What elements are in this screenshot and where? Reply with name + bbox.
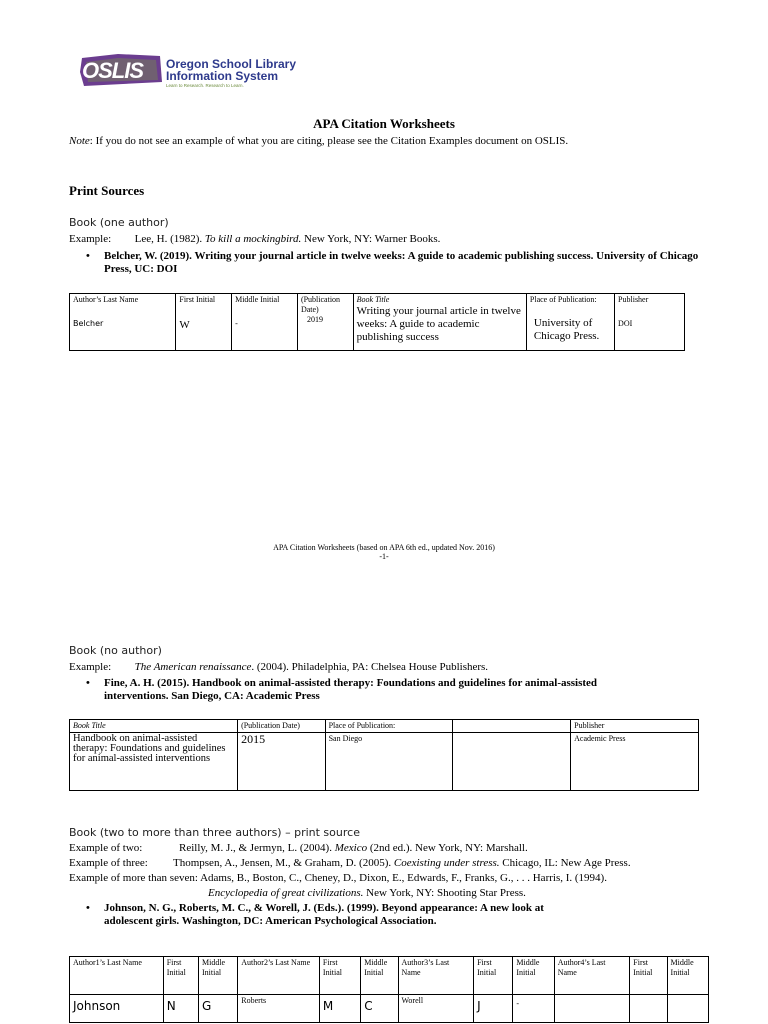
note-label: Note	[69, 135, 90, 147]
table-row	[70, 995, 709, 1023]
table-value	[667, 995, 708, 1023]
table-value: Roberts	[238, 995, 320, 1023]
table-value: M	[319, 995, 360, 1023]
example-label: Example:	[69, 661, 112, 673]
table-row	[70, 957, 709, 995]
example-italic-title: The American renaissance	[134, 661, 252, 673]
example-text: Adams, B., Boston, C., Cheney, D., Dixon, E., Edwards, F., Franks, G., . . . Harris, I. (1994).	[200, 872, 607, 884]
logo-name-line1: Oregon School Library	[166, 57, 297, 71]
example-italic-title: Coexisting under stress.	[393, 857, 500, 869]
table-value: University of Chicago Press.	[533, 317, 600, 342]
list-item	[86, 677, 650, 703]
bullet-text: Fine, A. H. (2015). Handbook on animal-assisted therapy: Foundations and guidelines for animal-assisted interventions. San Diego, CA: Academic Press	[104, 677, 598, 702]
example-text-end: . (2004). Philadelphia, PA: Chelsea House Publishers.	[251, 661, 489, 673]
bullet-dot: •	[86, 250, 90, 262]
bullet-dot: •	[86, 902, 90, 914]
table-header: Middle Initial	[361, 957, 398, 995]
table-value: N	[163, 995, 198, 1023]
table-header: Place of Publication:	[529, 295, 597, 304]
example-one-author	[69, 233, 440, 245]
table-header	[70, 720, 238, 733]
table-value	[554, 995, 630, 1023]
table-header-text: Book Title	[73, 721, 106, 730]
table-header: First Initial	[163, 957, 198, 995]
table-header: Middle Initial	[513, 957, 554, 995]
example-italic-title: To kill a mockingbird.	[204, 233, 302, 245]
table-value: C	[361, 995, 398, 1023]
citation-table-multi-author	[69, 956, 709, 1023]
citation-table-one-author	[69, 293, 685, 351]
table-header: Middle Initial	[198, 957, 237, 995]
note-paragraph	[69, 135, 568, 147]
table-cell	[70, 294, 176, 351]
table-header: (Publication Date)	[300, 295, 341, 314]
example-seven-authors	[69, 872, 607, 884]
example-text-end: New York, NY: Warner Books.	[301, 233, 441, 245]
table-header: Middle Initial	[667, 957, 708, 995]
table-row	[70, 733, 699, 791]
table-row	[70, 720, 699, 733]
page-number: -1-	[379, 552, 389, 561]
bullet-text: Johnson, N. G., Roberts, M. C., & Worell, J. (Eds.). (1999). Beyond appearance: A new look at adolescent girls. Washington, DC: American Psychological Association.	[104, 902, 544, 927]
logo-tagline: Learn to Research. Research to Learn.	[166, 83, 244, 88]
table-header: (Publication Date)	[238, 720, 326, 733]
example-text-end: Chicago, IL: New Age Press.	[499, 857, 631, 869]
table-value: -	[235, 319, 238, 328]
table-cell	[615, 294, 685, 351]
table-value: Belcher	[73, 319, 104, 328]
table-header: Author4’s Last Name	[554, 957, 630, 995]
section-heading-one-author: Book (one author)	[69, 216, 169, 229]
table-header: First Initial	[319, 957, 360, 995]
table-value: Writing your journal article in twelve weeks: A guide to academic publishing success	[356, 305, 521, 343]
example-italic-title: Encyclopedia of great civilizations.	[208, 887, 364, 899]
table-header: First Initial	[630, 957, 667, 995]
example-label: Example of two:	[69, 842, 143, 854]
example-seven-authors-cont	[208, 887, 526, 899]
table-header: First Initial	[474, 957, 513, 995]
table-value: 2019	[306, 315, 323, 324]
table-value: Worell	[398, 995, 474, 1023]
table-value	[453, 733, 571, 791]
example-label: Example:	[69, 233, 112, 245]
table-header: Author’s Last Name	[73, 295, 139, 304]
table-header: Place of Publication:	[325, 720, 453, 733]
list-item	[86, 250, 700, 276]
print-sources-heading: Print Sources	[69, 183, 145, 198]
table-header: Book Title	[356, 295, 390, 304]
table-value: Academic Press	[571, 733, 699, 791]
table-value: Handbook on animal-assisted therapy: Foundations and guidelines for animal-assisted interventions	[70, 733, 238, 791]
table-value: J	[474, 995, 513, 1023]
oslis-logo	[78, 52, 297, 92]
table-header: Author3’s Last Name	[398, 957, 474, 995]
table-value: 2015	[238, 733, 326, 791]
table-cell	[176, 294, 232, 351]
note-text: : If you do not see an example of what you are citing, please see the Citation Examples document on OSLIS.	[89, 135, 569, 147]
page-footer	[0, 543, 768, 561]
logo-name-line2: Information System	[166, 69, 279, 83]
table-value: Johnson	[70, 995, 164, 1023]
footer-text: APA Citation Worksheets (based on APA 6th ed., updated Nov. 2016)	[273, 543, 495, 552]
table-value: W	[179, 319, 190, 331]
table-header: First Initial	[179, 295, 216, 304]
citation-table-no-author	[69, 719, 699, 791]
table-header: Middle Initial	[235, 295, 280, 304]
example-text: Reilly, M. J., & Jermyn, L. (2004).	[179, 842, 335, 854]
table-header	[453, 720, 571, 733]
table-header: Author2’s Last Name	[238, 957, 320, 995]
example-text-end: New York, NY: Shooting Star Press.	[363, 887, 526, 899]
section-heading-no-author: Book (no author)	[69, 644, 162, 657]
table-cell	[353, 294, 526, 351]
table-header: Publisher	[618, 295, 649, 304]
list-item	[86, 902, 545, 928]
table-cell	[232, 294, 298, 351]
example-label: Example of more than seven:	[69, 872, 198, 884]
example-two-authors	[69, 842, 528, 854]
example-no-author	[69, 661, 488, 673]
example-italic-title: Mexico	[334, 842, 368, 854]
table-cell	[297, 294, 353, 351]
example-label: Example of three:	[69, 857, 148, 869]
table-value: DOI	[618, 319, 633, 328]
example-text: Thompsen, A., Jensen, M., & Graham, D. (2005).	[173, 857, 394, 869]
example-text-end: (2nd ed.). New York, NY: Marshall.	[367, 842, 528, 854]
logo-badge: OSLIS	[82, 58, 144, 83]
page-title: APA Citation Worksheets	[313, 116, 455, 131]
bullet-dot: •	[86, 677, 90, 689]
table-header: Author1’s Last Name	[70, 957, 164, 995]
table-row	[70, 294, 685, 351]
table-value	[630, 995, 667, 1023]
bullet-text: Belcher, W. (2019). Writing your journal article in twelve weeks: A guide to academic publishing success. University of Chicago Press, UC: DOI	[104, 250, 699, 275]
table-value: San Diego	[325, 733, 453, 791]
table-cell	[526, 294, 614, 351]
section-heading-multi-author: Book (two to more than three authors) – print source	[69, 826, 360, 839]
example-text: Lee, H. (1982).	[134, 233, 205, 245]
table-value: G	[198, 995, 237, 1023]
table-value: -	[513, 995, 554, 1023]
example-three-authors	[69, 857, 631, 869]
table-header: Publisher	[571, 720, 699, 733]
